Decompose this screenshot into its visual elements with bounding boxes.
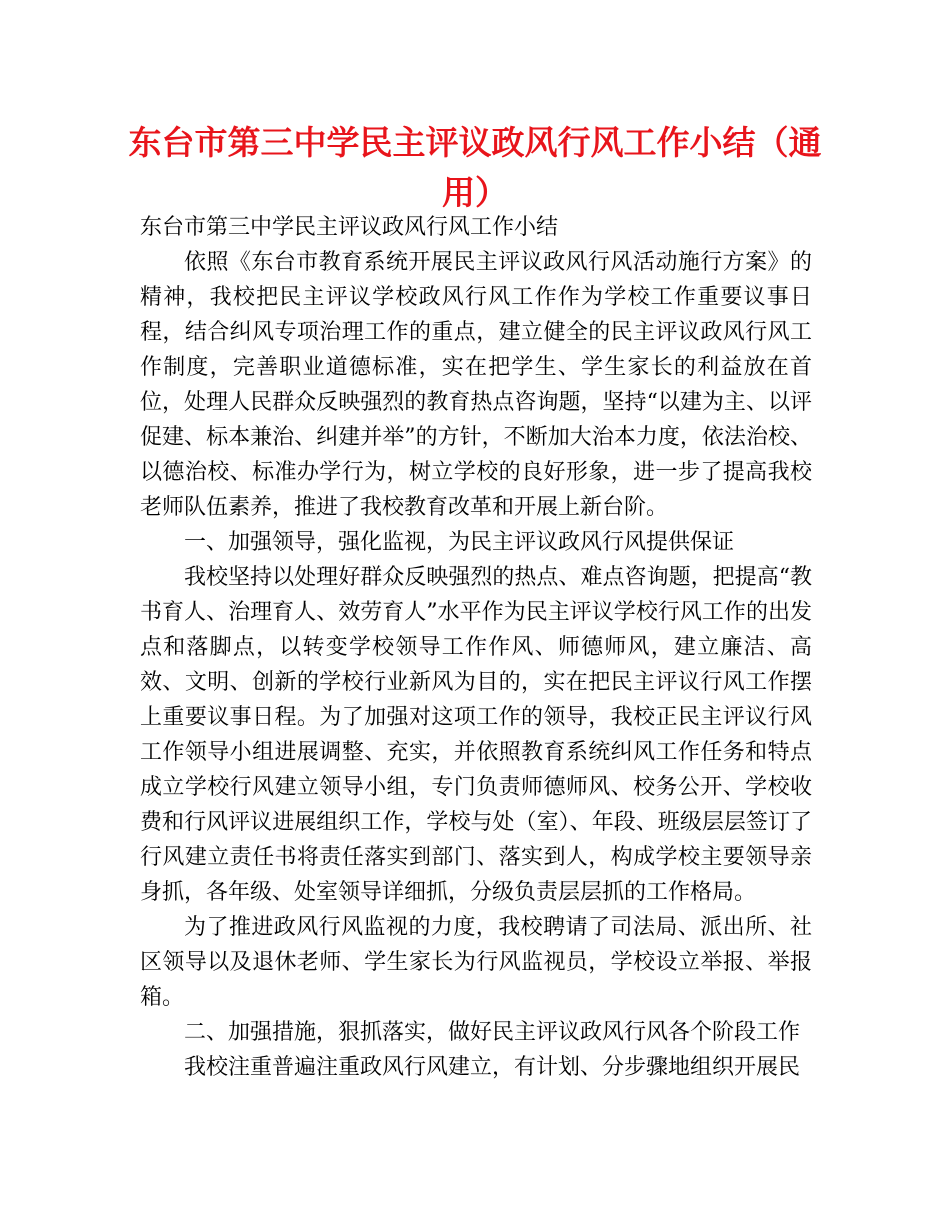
paragraph-intro: 依照《东台市教育系统开展民主评议政风行风活动施行方案》的精神，我校把民主评议学校政风行风工作作为学校工作重要议事日程，结合纠风专项治理工作的重点，建立健全的民主评议政风行风工作制度，完善职业道德标准，实在把学生、学生家长的利益放在首位，处理人民群众反映强烈的教育热点咨询题，坚持“以建为主、以评促建、标本兼治、纠建并举”的方针，不断加大治本力度，依法治校、以德治校、标准办学行为，树立学校的良好形象，进一步了提高我校老师队伍素养，推进了我校教育改革和开展上新台阶。 xyxy=(140,250,812,520)
document-title: 东台市第三中学民主评议政风行风工作小结（通用） xyxy=(128,123,822,212)
section-heading-2: 二、加强措施，狠抓落实，做好民主评议政风行风各个阶段工作 xyxy=(184,1020,801,1045)
paragraph-section-1: 我校坚持以处理好群众反映强烈的热点、难点咨询题，把提高“教书育人、治理育人、效劳育人”水平作为民主评议学校行风工作的出发点和落脚点，以转变学校领导工作作风、师德师风，建立廉洁、高效、文明、创新的学校行业新风为目的，实在把民主评议行风工作摆上重要议事日程。为了加强对这项工作的领导，我校正民主评议行风工作领导小组进展调整、充实，并依照教育系统纠风工作任务和特点成立学校行风建立领导小组，专门负责师德师风、校务公开、学校收费和行风评议进展组织工作，学校与处（室）、年段、班级层层签订了行风建立责任书将责任落实到部门、落实到人，构成学校主要领导亲身抓，各年级、处室领导详细抓，分级负责层层抓的工作格局。 xyxy=(140,565,812,905)
document-subtitle: 东台市第三中学民主评议政风行风工作小结 xyxy=(140,215,559,240)
paragraph-supervision: 为了推进政风行风监视的力度，我校聘请了司法局、派出所、社区领导以及退休老师、学生家长为行风监视员，学校设立举报、举报箱。 xyxy=(140,915,812,1010)
section-heading-1: 一、加强领导，强化监视，为民主评议政风行风提供保证 xyxy=(184,530,735,555)
paragraph-section-2: 我校注重普遍注重政风行风建立，有计划、分步骤地组织开展民 xyxy=(184,1055,801,1080)
document-body xyxy=(140,210,812,1085)
